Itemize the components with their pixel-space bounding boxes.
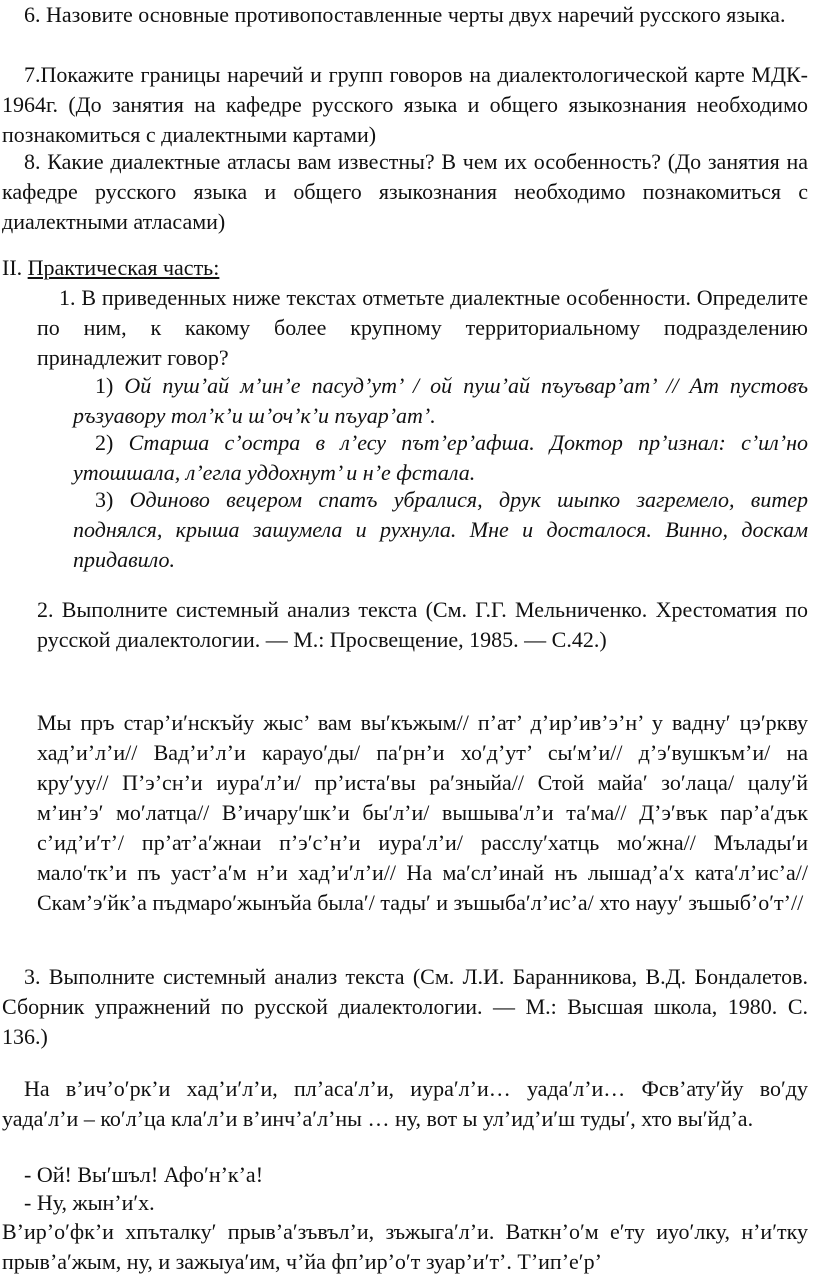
task-1-item-2 — [73, 428, 808, 488]
task-1: 1. В приведенных ниже текстах отметьте диалектные особенности. Определите по ним, к какому более крупному территориальному подразделению принадлежит говор? — [37, 285, 808, 370]
question-6: 6. Назовите основные противопоставленные черты двух наречий русского языка. — [24, 2, 786, 27]
task-3-dialog-2: - Ну, жын’и′х. — [24, 1190, 155, 1215]
task-3: 3. Выполните системный анализ текста (См. Л.И. Баранникова, В.Д. Бондалетов. Сборник упражнений по русской диалектологии. — М.: Высшая школа, 1980. С. 136.) — [2, 964, 808, 1049]
item-text: Одиново вецером спатъ убралися, друк шыпко загремело, витер поднялся, крыша зашумела и рухнула. Мне и досталося. Винно, доскам придавило. — [73, 487, 809, 572]
task-2: 2. Выполните системный анализ текста (См. Г.Г. Мельниченко. Хрестоматия по русской диалектологии. — М.: Просвещение, 1985. — С.42.) — [37, 597, 808, 652]
question-8: 8. Какие диалектные атласы вам известны? В чем их особенность? (До занятия на кафедре русского языка и общего языкознания необходимо познакомиться с диалектными атласами) — [2, 149, 808, 234]
item-text: Ой пуш’ай м’ин’е пасуд’ут’ / ой пуш’ай пъуъвар’ат’ // Ат пустовъ ръзуавору тол’к’и ш’оч’к’и пъуар’ат’. — [73, 373, 809, 428]
task-1-item-3 — [73, 485, 808, 575]
section-heading — [2, 253, 808, 283]
item-number: 1) — [95, 373, 114, 398]
section-number: II. — [2, 255, 23, 280]
task-1-item-1 — [73, 371, 808, 431]
task-3-passage-1: На в’ич’о′рк’и хад’и′л’и, пл’аса′л’и, иура′л’и… уада′л’и… Фсв’ату′йу во′ду уада′л’и – ко′л’ца кла′л’и в’инч’а′л’ны … ну, вот ы ул’ид’и′ш туды′, хто вы′йд’а. — [2, 1076, 808, 1131]
item-text: Старша с’остра в л’есу път’ер’афша. Доктор пр’изнал: с’ил’но утошшала, л’егла уддохнут’ и н’е фстала. — [73, 430, 808, 485]
task-2-passage: Мы пръ стар’и′нскъйу жыс’ вам вы′къжым// п’ат’ д’ир’ив’э’н’ у вадну′ цэ′ркву хад’и’л’и// Вад’и’л’и карауо′ды/ па′рн’и хо′д’ут’ сы′м’и// д’э′вушкъм’и/ на кру′уу// П’э’сн’и иура′л’и/ пр’иста′вы ра′зныйа// Стой майа′ зо′лаца/ цалу′й м’ин’э′ мо′латца// В’ичару′шк’и бы′л’и/ вышыва′л’и та′ма// Д’э′вък пар’а′дък с’ид’и′т’/ пр’ат’а′жнаи п’э′с’н’и иура′л’и/ расслу′хатць мо′жна// Мълады′и мало′тк’и пъ уаст’а′м н’и хад’и′л’и// На ма′сл’инай нъ лышад’а′х ката′л’ис’а// Скам’э′йк’а пъдмаро′жынъйа была′/ тады′ и зъшыба′л’ис’а/ хто науу′ зъшыб’о′т’// — [37, 710, 808, 915]
task-3-passage-2: В’ир’о′фк’и хпъталку′ прыв’а′зъвъл’и, зъжыга′л’и. Ваткн’о′м е′ту иуо′лку, н’и′тку прыв’а′жым, ну, и зажыуа′им, ч’йа фп’ир’о′т зуар’и′т’. Т’ип’е′р’ — [2, 1219, 808, 1274]
task-3-dialog-1: - Ой! Вы′шъл! Афо′н’к’а! — [24, 1162, 264, 1187]
section-title: Практическая часть: — [27, 255, 220, 280]
item-number: 3) — [95, 487, 114, 512]
question-7: 7.Покажите границы наречий и групп говоров на диалектологической карте МДК- 1964г. (До занятия на кафедре русского языка и общего языкознания необходимо познакомиться с диалектными картами) — [2, 62, 808, 147]
item-number: 2) — [95, 430, 114, 455]
